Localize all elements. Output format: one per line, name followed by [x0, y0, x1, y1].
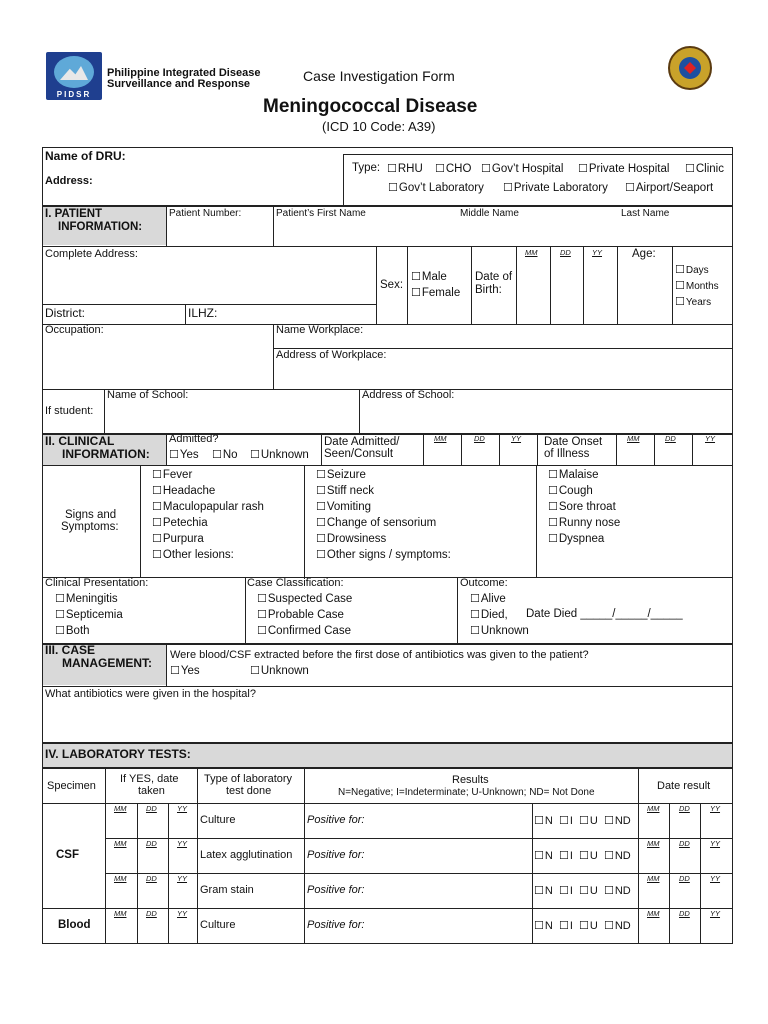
management-section-title2: MANAGEMENT: [62, 656, 152, 670]
admitted-unknown[interactable]: ☐ Unknown [250, 448, 309, 461]
classification-label: Case Classification: [247, 577, 344, 589]
sign-purpura[interactable]: ☐ Purpura [152, 532, 204, 545]
sign-stiff-neck[interactable]: ☐ Stiff neck [316, 484, 374, 497]
extraction-unknown[interactable]: ☐ Unknown [250, 664, 309, 677]
age-months-checkbox[interactable]: ☐ Months [675, 279, 719, 292]
row1-result-n[interactable]: ☐ N [534, 815, 553, 827]
lab-section-title: IV. LABORATORY TESTS: [45, 747, 191, 761]
name-workplace-label: Name Workplace: [276, 324, 364, 336]
row1-taken-dd: DD [146, 804, 157, 813]
row2-result-options[interactable] [534, 849, 631, 862]
occupation-label: Occupation: [45, 324, 104, 336]
icd-code: (ICD 10 Code: A39) [322, 119, 436, 134]
row3-result-dd: DD [679, 874, 690, 883]
date-onset-label2: of Illness [544, 448, 590, 460]
admitted-yes[interactable]: ☐ Yes [169, 448, 199, 461]
row2-positive-for: Positive for: [307, 849, 365, 861]
admitted-dd: DD [474, 434, 485, 443]
onset-dd: DD [665, 434, 676, 443]
col-specimen: Specimen [47, 780, 96, 792]
row4-taken-dd: DD [146, 909, 157, 918]
row1-result-options[interactable] [534, 814, 631, 827]
age-years-checkbox[interactable]: ☐ Years [675, 295, 711, 308]
row2-result-mm: MM [647, 839, 660, 848]
onset-mm: MM [627, 434, 640, 443]
row3-test: Gram stain [200, 884, 254, 896]
management-section-title: III. CASE [45, 643, 96, 657]
sign-maculopapular-rash[interactable]: ☐ Maculopapular rash [152, 500, 264, 513]
specimen-csf: CSF [56, 849, 79, 861]
classification-probable[interactable]: ☐ Probable Case [257, 608, 344, 621]
dru-type-airport[interactable]: ☐ Airport/Seaport [625, 181, 713, 194]
dru-type-rhu[interactable]: ☐ RHU [387, 162, 423, 175]
admitted-label: Admitted? [169, 433, 219, 445]
presentation-label: Clinical Presentation: [45, 577, 149, 589]
date-died-field[interactable]: Date Died _____/_____/_____ [526, 608, 683, 620]
last-name-label: Last Name [621, 208, 670, 219]
row4-result-mm: MM [647, 909, 660, 918]
dob-dd: DD [560, 248, 571, 257]
disease-title: Meningococcal Disease [263, 96, 478, 117]
row3-taken-mm: MM [114, 874, 127, 883]
sign-drowsiness[interactable]: ☐ Drowsiness [316, 532, 386, 545]
classification-confirmed[interactable]: ☐ Confirmed Case [257, 624, 351, 637]
row4-result-options[interactable] [534, 919, 631, 932]
doh-seal-icon [668, 46, 712, 90]
signs-label: Signs and [65, 509, 117, 521]
first-name-label: Patient’s First Name [276, 208, 366, 219]
row3-result-n[interactable]: ☐ N [534, 885, 553, 897]
row4-positive-for: Positive for: [307, 919, 365, 931]
globe-icon [54, 56, 94, 88]
ilhz-label: ILHZ: [188, 306, 218, 320]
clinical-section-title2: INFORMATION: [62, 447, 150, 461]
row2-taken-yy: YY [177, 839, 188, 848]
row1-positive-for: Positive for: [307, 814, 365, 826]
dru-type-private-hospital[interactable]: ☐ Private Hospital [578, 162, 669, 175]
classification-suspected[interactable]: ☐ Suspected Case [257, 592, 352, 605]
presentation-septicemia[interactable]: ☐ Septicemia [55, 608, 123, 621]
date-admitted-label2: Seen/Consult [324, 448, 394, 460]
sex-male-checkbox[interactable]: ☐ Male [411, 270, 447, 283]
row1-taken-yy: YY [177, 804, 188, 813]
logo-text: PIDSR [56, 90, 92, 99]
row1-result-yy: YY [710, 804, 721, 813]
row4-test: Culture [200, 919, 236, 931]
dru-type-clinic[interactable]: ☐ Clinic [685, 162, 724, 175]
row1-result-mm: MM [647, 804, 660, 813]
sign-other-symptoms[interactable]: ☐ Other signs / symptoms: [316, 548, 451, 561]
outcome-label: Outcome: [460, 577, 508, 589]
row1-result-dd: DD [679, 804, 690, 813]
age-days-checkbox[interactable]: ☐ Days [675, 263, 709, 276]
row1-test: Culture [200, 814, 236, 826]
sign-malaise[interactable]: ☐ Malaise [548, 468, 599, 481]
row3-result-u[interactable]: ☐ U [579, 885, 598, 897]
complete-address-label: Complete Address: [45, 248, 138, 260]
row4-result-u[interactable]: ☐ U [579, 920, 598, 932]
dru-type-govt-lab[interactable]: ☐ Gov’t Laboratory [388, 181, 484, 194]
row2-result-n[interactable]: ☐ N [534, 850, 553, 862]
row3-positive-for: Positive for: [307, 884, 365, 896]
sign-runny-nose[interactable]: ☐ Runny nose [548, 516, 620, 529]
col-results: Results [452, 774, 489, 786]
row3-result-yy: YY [710, 874, 721, 883]
dob-label2: Birth: [475, 284, 502, 296]
outcome-died[interactable]: ☐ Died, [470, 608, 508, 621]
col-type: Type of laboratory [204, 773, 293, 785]
row1-result-u[interactable]: ☐ U [579, 815, 598, 827]
address-school-label: Address of School: [362, 389, 455, 401]
admitted-yy: YY [511, 434, 522, 443]
sex-label: Sex: [380, 279, 404, 291]
row2-taken-mm: MM [114, 839, 127, 848]
dob-mm: MM [525, 248, 538, 257]
row3-result-i[interactable]: ☐ I [559, 885, 573, 897]
date-admitted-label: Date Admitted/ [324, 436, 400, 448]
sign-other-lesions[interactable]: ☐ Other lesions: [152, 548, 234, 561]
name-school-label: Name of School: [107, 389, 189, 401]
row3-result-options[interactable] [534, 884, 631, 897]
patient-section-title: I. PATIENT [45, 208, 103, 220]
patient-number-label: Patient Number: [169, 208, 242, 219]
district-label: District: [45, 306, 85, 320]
row4-result-i[interactable]: ☐ I [559, 920, 573, 932]
if-student-label: If student: [45, 405, 94, 417]
col-date-taken: If YES, date [120, 773, 179, 785]
date-onset-label: Date Onset [544, 436, 603, 448]
sign-change-sensorium[interactable]: ☐ Change of sensorium [316, 516, 436, 529]
sign-vomiting[interactable]: ☐ Vomiting [316, 500, 371, 513]
age-label: Age: [632, 248, 656, 260]
dru-type-cho[interactable]: ☐ CHO [435, 162, 471, 175]
row1-result-nd[interactable]: ☐ ND [604, 815, 631, 827]
onset-yy: YY [705, 434, 716, 443]
sign-headache[interactable]: ☐ Headache [152, 484, 215, 497]
col-date-result: Date result [657, 780, 711, 792]
sign-dyspnea[interactable]: ☐ Dyspnea [548, 532, 604, 545]
address-workplace-label: Address of Workplace: [276, 349, 387, 361]
presentation-meningitis[interactable]: ☐ Meningitis [55, 592, 118, 605]
row1-result-i[interactable]: ☐ I [559, 815, 573, 827]
row2-test: Latex agglutination [200, 849, 293, 861]
dob-label: Date of [475, 271, 513, 283]
specimen-blood: Blood [58, 919, 91, 931]
row2-result-yy: YY [710, 839, 721, 848]
row4-taken-yy: YY [177, 909, 188, 918]
row2-result-dd: DD [679, 839, 690, 848]
sign-seizure[interactable]: ☐ Seizure [316, 468, 366, 481]
outcome-unknown[interactable]: ☐ Unknown [470, 624, 529, 637]
sign-fever[interactable]: ☐ Fever [152, 468, 192, 481]
outcome-alive[interactable]: ☐ Alive [470, 592, 506, 605]
row3-result-mm: MM [647, 874, 660, 883]
sign-sore-throat[interactable]: ☐ Sore throat [548, 500, 616, 513]
sign-cough[interactable]: ☐ Cough [548, 484, 593, 497]
admitted-no[interactable]: ☐ No [212, 448, 238, 461]
extraction-question: Were blood/CSF extracted before the first dose of antibiotics was given to the patient? [170, 649, 589, 661]
antibiotics-label: What antibiotics were given in the hospital? [45, 688, 256, 700]
dru-type-private-lab[interactable]: ☐ Private Laboratory [503, 181, 608, 194]
presentation-both[interactable]: ☐ Both [55, 624, 90, 637]
row2-result-u[interactable]: ☐ U [579, 850, 598, 862]
signs-label2: Symptoms: [61, 521, 119, 533]
clinical-section-title: II. CLINICAL [45, 434, 115, 448]
col-type2: test done [226, 785, 272, 797]
dru-type-govt-hospital[interactable]: ☐ Gov’t Hospital [481, 162, 563, 175]
form-type-title: Case Investigation Form [303, 68, 455, 84]
row4-result-n[interactable]: ☐ N [534, 920, 553, 932]
org-name-line1: Philippine Integrated Disease [107, 67, 261, 79]
row2-result-nd[interactable]: ☐ ND [604, 850, 631, 862]
dru-type-label: Type: [352, 162, 381, 174]
dru-address-label: Address: [45, 175, 93, 187]
col-date-taken2: taken [138, 785, 165, 797]
middle-name-label: Middle Name [460, 208, 519, 219]
row2-result-i[interactable]: ☐ I [559, 850, 573, 862]
row2-taken-dd: DD [146, 839, 157, 848]
row3-taken-dd: DD [146, 874, 157, 883]
col-results-legend: N=Negative; I=Indeterminate; U-Unknown; ND= Not Done [338, 787, 595, 798]
org-name-line2: Surveillance and Response [107, 78, 251, 90]
row4-result-dd: DD [679, 909, 690, 918]
row3-taken-yy: YY [177, 874, 188, 883]
row3-result-nd[interactable]: ☐ ND [604, 885, 631, 897]
row4-result-nd[interactable]: ☐ ND [604, 920, 631, 932]
sex-female-checkbox[interactable]: ☐ Female [411, 286, 460, 299]
row4-taken-mm: MM [114, 909, 127, 918]
patient-section-title2: INFORMATION: [58, 221, 143, 233]
row1-taken-mm: MM [114, 804, 127, 813]
admitted-mm: MM [434, 434, 447, 443]
sign-petechia[interactable]: ☐ Petechia [152, 516, 208, 529]
dru-block [42, 147, 733, 206]
extraction-yes[interactable]: ☐ Yes [170, 664, 200, 677]
pidsr-logo [46, 52, 102, 100]
dru-name-label: Name of DRU: [45, 149, 126, 163]
row4-result-yy: YY [710, 909, 721, 918]
dob-yy: YY [592, 248, 603, 257]
